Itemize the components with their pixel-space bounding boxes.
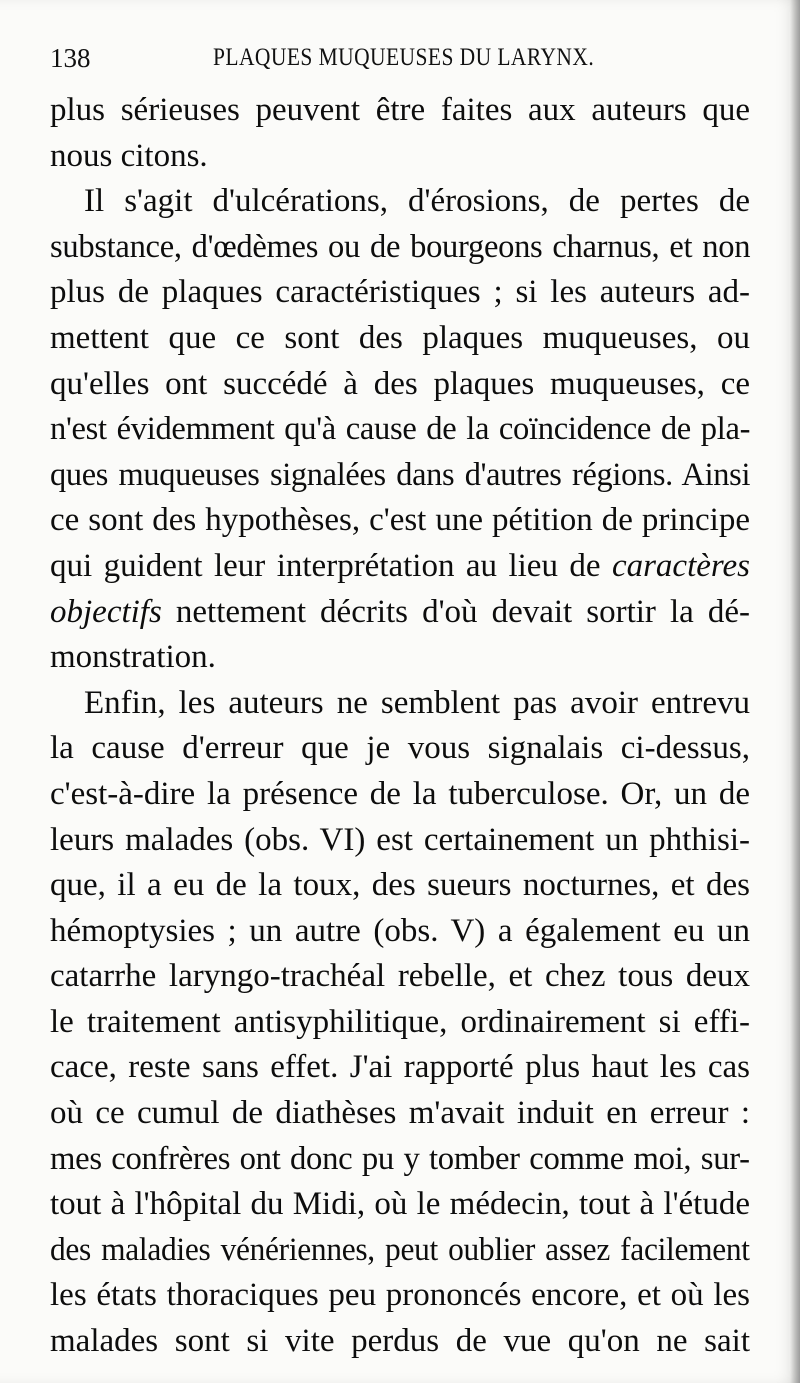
text-line: leurs malades (obs. VI) est certainement un phthisi-	[50, 821, 750, 858]
text-line: la cause d'erreur que je vous signalais ci-dessus,	[50, 730, 750, 767]
body-text	[50, 88, 750, 1365]
text-line: malades sont si vite perdus de vue qu'on ne sait	[50, 1323, 750, 1360]
text-line: les états thoraciques peu prononcés encore, et où les	[50, 1277, 750, 1314]
text-line: Il s'agit d'ulcérations, d'érosions, de pertes de	[84, 183, 750, 220]
text-line: objectifs nettement décrits d'où devait sortir la dé-	[50, 593, 750, 630]
text-line: ce sont des hypothèses, c'est une pétition de principe	[50, 502, 750, 539]
text-line: substance, d'œdèmes ou de bourgeons charnus, et non	[50, 228, 751, 265]
text-line: plus sérieuses peuvent être faites aux auteurs que	[50, 92, 750, 128]
text-line: Enfin, les auteurs ne semblent pas avoir entrevu	[84, 684, 750, 721]
text-line: des maladies vénériennes, peut oublier assez facilement	[50, 1231, 750, 1268]
text-line: que, il a eu de la toux, des sueurs nocturnes, et des	[50, 867, 750, 904]
page-header	[50, 38, 750, 78]
text-line: qu'elles ont succédé à des plaques muqueuses, ce	[50, 365, 750, 402]
text-line: nous citons.	[50, 137, 208, 174]
running-title: PLAQUES MUQUEUSES DU LARYNX.	[213, 44, 595, 71]
text-line: où ce cumul de diathèses m'avait induit en erreur :	[50, 1095, 750, 1132]
text-line: tout à l'hôpital du Midi, où le médecin, tout à l'étude	[50, 1186, 750, 1223]
text-line: catarrhe laryngo-trachéal rebelle, et chez tous deux	[50, 958, 750, 995]
text-line: mettent que ce sont des plaques muqueuses, ou	[50, 319, 750, 356]
text-line: hémoptysies ; un autre (obs. V) a également eu un	[50, 912, 750, 949]
text-line: le traitement antisyphilitique, ordinairement si effi-	[50, 1003, 750, 1040]
text-line: mes confrères ont donc pu y tomber comme moi, sur-	[50, 1140, 750, 1177]
text-line: qui guident leur interprétation au lieu de caractères	[50, 547, 750, 584]
text-line: ques muqueuses signalées dans d'autres régions. Ainsi	[50, 456, 751, 493]
text-line: plus de plaques caractéristiques ; si les auteurs ad-	[50, 274, 750, 311]
text-line: monstration.	[50, 639, 216, 676]
page-number: 138	[50, 43, 91, 73]
text-line: c'est-à-dire la présence de la tuberculose. Or, un de	[50, 775, 750, 812]
text-line: n'est évidemment qu'à cause de la coïncidence de pla-	[50, 411, 751, 448]
text-line: cace, reste sans effet. J'ai rapporté plus haut les cas	[50, 1049, 750, 1086]
